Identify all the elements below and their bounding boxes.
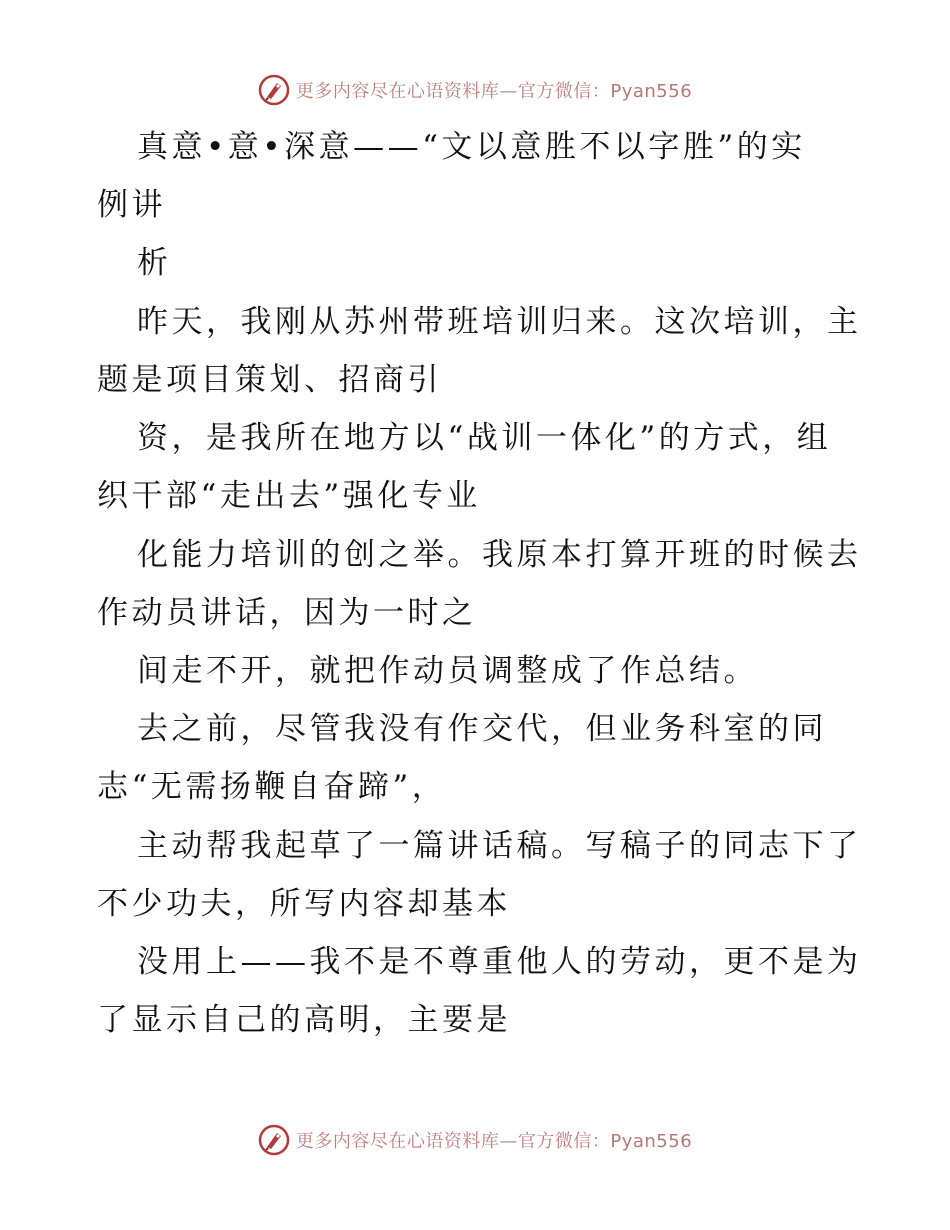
paragraph-line: 去之前，尽管我没有作交代，但业务科室的同 <box>137 711 827 747</box>
paragraph-line: 题是项目策划、招商引 <box>97 362 442 398</box>
paragraph-line: 织干部“走出去”强化专业 <box>97 478 481 514</box>
header-wechat-label: 官方微信： <box>517 81 611 102</box>
footer-text <box>296 1127 692 1153</box>
paragraph-line: 作动员讲话，因为一时之 <box>97 595 477 631</box>
footer-banner <box>0 1120 950 1160</box>
paragraph-line: 不少功夫，所写内容却基本 <box>97 886 511 922</box>
footer-separator: — <box>499 1131 518 1152</box>
title-line-2: 例讲 <box>97 187 166 223</box>
pen-logo-icon <box>258 1124 290 1156</box>
paragraph-line: 志“无需扬鞭自奋蹄”， <box>97 769 447 805</box>
paragraph-line: 了显示自己的高明，主要是 <box>97 1002 511 1038</box>
paragraph-line: 资，是我所在地方以“战训一体化”的方式，组 <box>137 420 832 456</box>
paragraph-line: 昨天，我刚从苏州带班培训归来。这次培训，主 <box>137 304 862 340</box>
header-wechat-id: Pyan556 <box>610 81 693 102</box>
paragraph-line: 没用上——我不是不尊重他人的劳动，更不是为 <box>137 944 862 980</box>
footer-brand: 更多内容尽在心语资料库 <box>295 1131 500 1152</box>
paragraph-line: 化能力培训的创之举。我原本打算开班的时候去 <box>137 537 862 573</box>
header-separator: — <box>499 81 518 102</box>
footer-wechat-label: 官方微信： <box>517 1131 611 1152</box>
paragraph-line: 主动帮我起草了一篇讲话稿。写稿子的同志下了 <box>137 828 862 864</box>
title-line-1: 真意•意•深意——“文以意胜不以字胜”的实 <box>137 129 806 165</box>
title-line-3: 析 <box>137 245 172 281</box>
paragraph-line: 间走不开，就把作动员调整成了作总结。 <box>137 653 758 689</box>
header-brand: 更多内容尽在心语资料库 <box>295 81 500 102</box>
footer-wechat-id: Pyan556 <box>610 1131 693 1152</box>
